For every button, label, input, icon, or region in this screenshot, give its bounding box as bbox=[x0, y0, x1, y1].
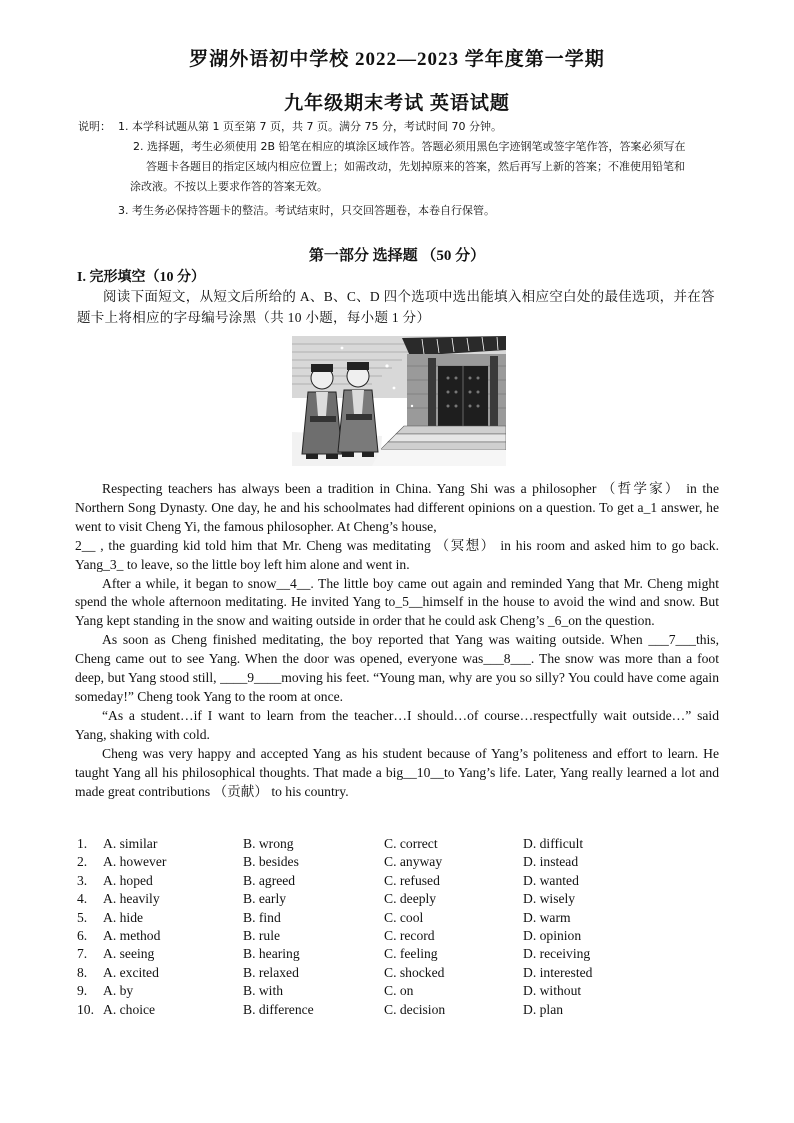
option-a: A. by bbox=[103, 983, 134, 999]
note-2-line2: 答题卡各题目的指定区域内相应位置上；如需改动，先划掉原来的答案，然后再写上新的答案；不准使用铅笔和 bbox=[146, 160, 685, 173]
option-d: D. opinion bbox=[523, 927, 582, 943]
option-b: B. find bbox=[243, 909, 281, 925]
option-b: B. agreed bbox=[243, 872, 296, 888]
answer-options bbox=[77, 836, 727, 1020]
illustration-two-students-at-door bbox=[292, 336, 506, 466]
option-c: C. refused bbox=[384, 872, 440, 888]
option-d: D. plan bbox=[523, 1001, 564, 1017]
option-a: A. similar bbox=[103, 836, 158, 851]
question-number: 10. bbox=[77, 1001, 94, 1017]
question-number: 1. bbox=[77, 836, 88, 851]
option-d: D. difficult bbox=[523, 836, 584, 851]
option-d: D. warm bbox=[523, 909, 571, 925]
note-2-line1: 2. 选择题，考生必须使用 2B 铅笔在相应的填涂区域作答。答题必须用黑色字迹钢笔或签字笔作答，答案必须写在 bbox=[133, 140, 686, 153]
option-d: D. receiving bbox=[523, 946, 591, 962]
option-a: A. excited bbox=[103, 964, 159, 980]
option-b: B. difference bbox=[243, 1001, 314, 1017]
option-c: C. feeling bbox=[384, 946, 438, 962]
option-row bbox=[77, 1002, 727, 1020]
option-b: B. early bbox=[243, 891, 287, 907]
option-row bbox=[77, 965, 727, 983]
option-a: A. heavily bbox=[103, 891, 160, 907]
instructions: 阅读下面短文，从短文后所给的 A、B、C、D 四个选项中选出能填入相应空白处的最佳选项，并在答题卡上将相应的字母编号涂黑（共 10 小题，每小题 1 分） bbox=[77, 289, 715, 325]
passage-paragraph-5: Cheng was very happy and accepted Yang as his student because of Yang’s politeness and effort to learn. He taught Yang all his philosophical thoughts. That made a big__10__to Yang’s life. Later, Yang really learned a lot and made great contributions （贡献） to his country. bbox=[75, 745, 719, 799]
option-c: C. decision bbox=[384, 1001, 446, 1017]
option-c: C. anyway bbox=[384, 854, 443, 870]
question-number: 5. bbox=[77, 909, 88, 925]
option-row bbox=[77, 928, 727, 946]
option-row bbox=[77, 836, 727, 854]
option-row bbox=[77, 983, 727, 1001]
exam-title-line1: 罗湖外语初中学校 2022—2023 学年度第一学期 bbox=[189, 49, 605, 70]
option-c: C. record bbox=[384, 927, 435, 943]
option-c: C. correct bbox=[384, 836, 438, 851]
option-a: A. hoped bbox=[103, 872, 153, 888]
option-row bbox=[77, 910, 727, 928]
option-c: C. cool bbox=[384, 909, 424, 925]
option-a: A. hide bbox=[103, 909, 144, 925]
option-a: A. choice bbox=[103, 1001, 156, 1017]
note-1: 1. 本学科试题从第 1 页至第 7 页，共 7 页。满分 75 分，考试时间 70 分钟。 bbox=[118, 120, 502, 133]
question-number: 3. bbox=[77, 872, 88, 888]
option-d: D. instead bbox=[523, 854, 579, 870]
passage-paragraph-1-cont: 2__ , the guarding kid told him that Mr. Cheng was meditating （冥想） in his room and asked him to go back. Yang_3_ to leave, so the little boy left him alone and went in. bbox=[75, 537, 719, 572]
notes-label: 说明： bbox=[78, 120, 111, 133]
option-b: B. wrong bbox=[243, 836, 294, 851]
note-3: 3. 考生务必保持答题卡的整洁。考试结束时，只交回答题卷，本卷自行保管。 bbox=[118, 204, 495, 217]
question-number: 8. bbox=[77, 964, 88, 980]
question-number: 2. bbox=[77, 854, 88, 870]
passage-paragraph-3: As soon as Cheng finished meditating, the boy reported that Yang was waiting outside. When ___7___this, Cheng came out to see Yang. When the door was opened, everyone was___8___. The snow was more than a foot deep, but Yang stood still, ____9____moving his feet. “Young man, why are you so silly? You could have come again someday!” Cheng took Yang to the room at once. bbox=[75, 632, 719, 704]
option-b: B. rule bbox=[243, 927, 280, 943]
option-row bbox=[77, 946, 727, 964]
option-c: C. shocked bbox=[384, 964, 445, 980]
question-number: 6. bbox=[77, 927, 88, 943]
passage-paragraph-2: After a while, it began to snow__4__. The little boy came out again and reminded Yang that Mr. Cheng might spend the whole afternoon meditating. He invited Yang to_5__himself in the house to avoid the wind and snow. But Yang kept standing in the snow and waiting outside in order that he could ask Cheng’s _6_on the question. bbox=[75, 575, 719, 629]
option-a: A. seeing bbox=[103, 946, 155, 962]
section-title: 第一部分 选择题 （50 分） bbox=[308, 248, 486, 264]
option-b: B. relaxed bbox=[243, 964, 299, 980]
option-row bbox=[77, 891, 727, 909]
option-d: D. interested bbox=[523, 964, 593, 980]
option-a: A. method bbox=[103, 927, 161, 943]
option-b: B. hearing bbox=[243, 946, 300, 962]
part-title: I. 完形填空（10 分） bbox=[77, 270, 205, 285]
option-c: C. deeply bbox=[384, 891, 437, 907]
option-b: B. with bbox=[243, 983, 284, 999]
option-a: A. however bbox=[103, 854, 167, 870]
option-b: B. besides bbox=[243, 854, 299, 870]
passage-paragraph-4: “As a student…if I want to learn from the teacher…I should…of course…respectfully wait outside…” said Yang, shaking with cold. bbox=[75, 707, 719, 742]
option-d: D. without bbox=[523, 983, 582, 999]
option-c: C. on bbox=[384, 983, 414, 999]
note-2-line3: 涂改液。不按以上要求作答的答案无效。 bbox=[130, 180, 328, 193]
option-d: D. wisely bbox=[523, 891, 576, 907]
option-row bbox=[77, 873, 727, 891]
passage-paragraph-1: Respecting teachers has always been a tradition in China. Yang Shi was a philosopher （哲学家） in the Northern Song Dynasty. One day, he and his schoolmates had different opinions on a question. To get a_1 answer, he went to visit Cheng Yi, the famous philosopher. At Cheng’s house, bbox=[75, 481, 719, 534]
question-number: 4. bbox=[77, 891, 88, 907]
option-d: D. wanted bbox=[523, 872, 579, 888]
exam-title-line2: 九年级期末考试 英语试题 bbox=[284, 93, 510, 114]
question-number: 7. bbox=[77, 946, 88, 962]
question-number: 9. bbox=[77, 983, 88, 999]
option-row bbox=[77, 854, 727, 872]
passage bbox=[75, 480, 719, 801]
